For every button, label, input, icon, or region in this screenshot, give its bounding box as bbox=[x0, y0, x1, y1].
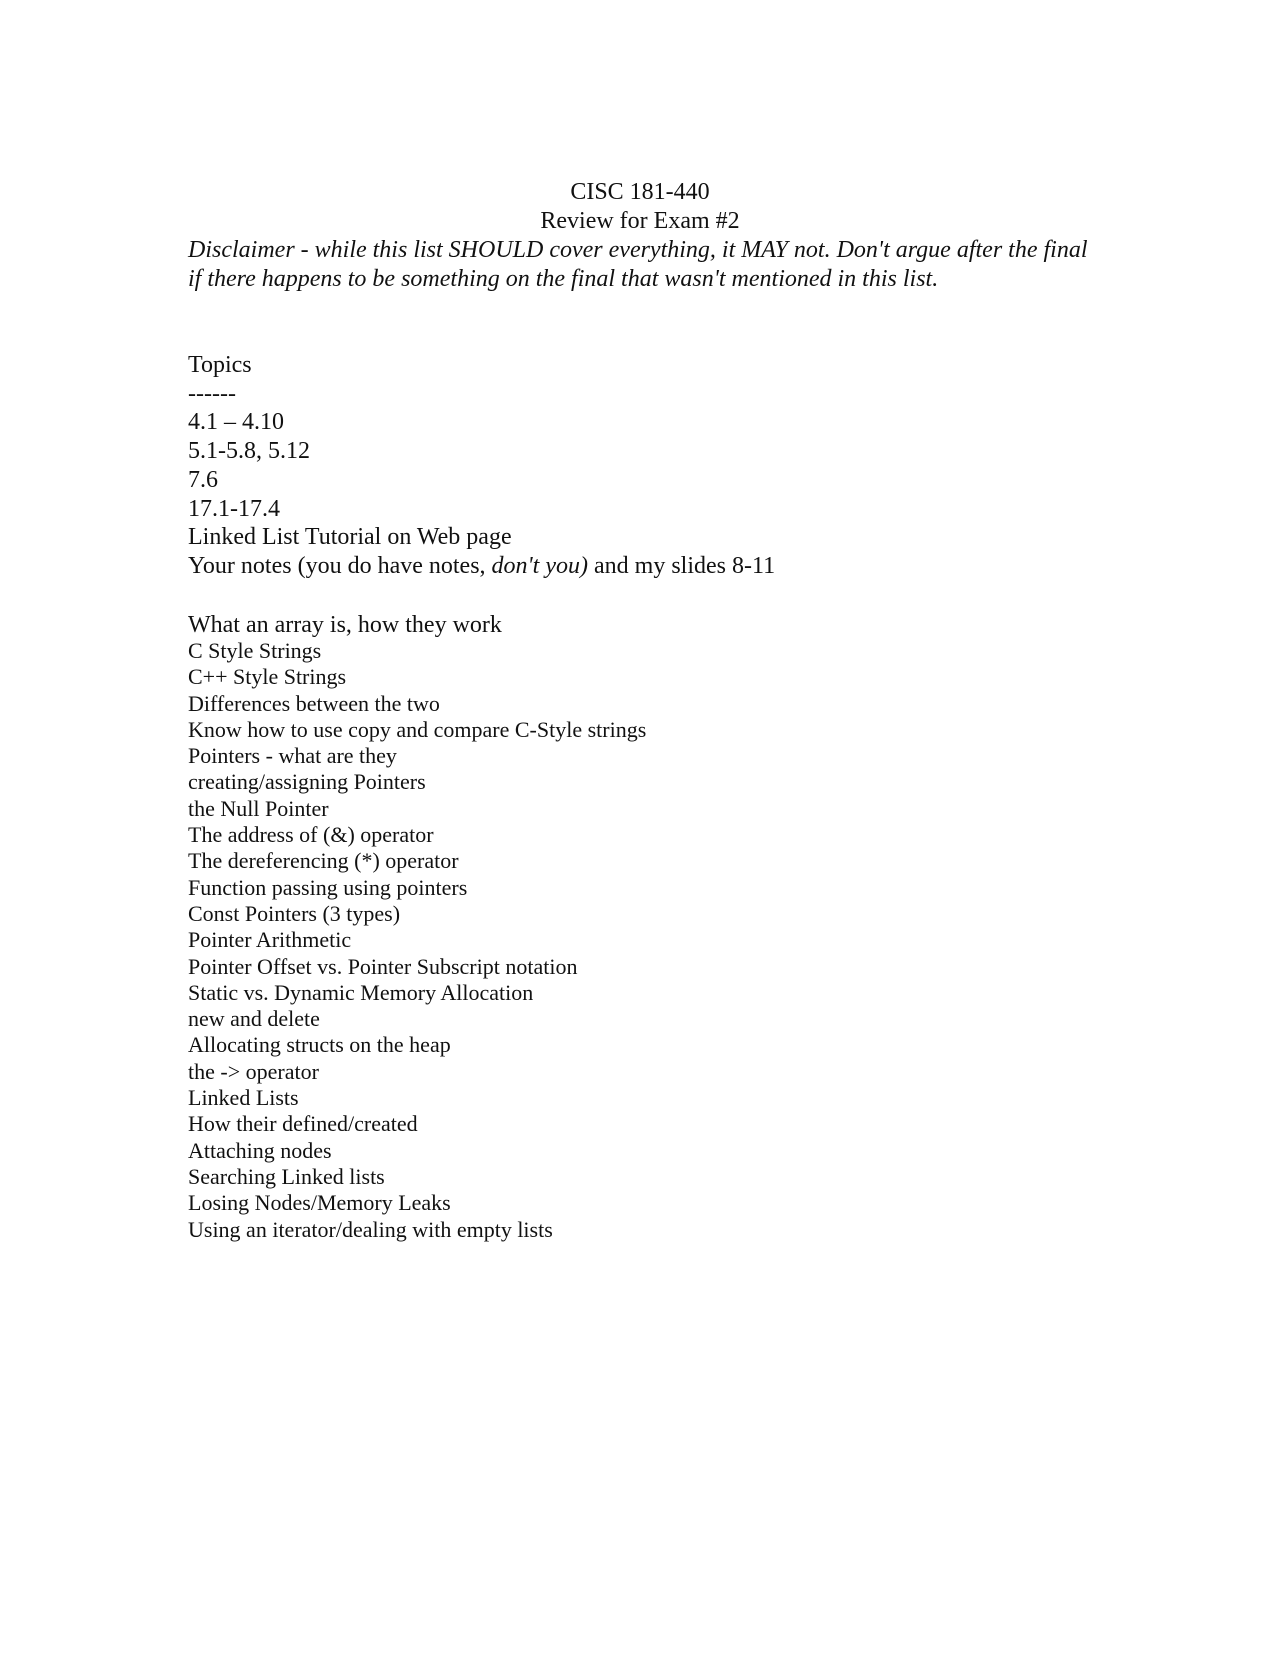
list-item: How their defined/created bbox=[188, 1111, 418, 1137]
topic-section: 7.6 bbox=[188, 466, 218, 493]
list-item: The dereferencing (*) operator bbox=[188, 848, 459, 874]
list-item: The address of (&) operator bbox=[188, 822, 434, 848]
document-header bbox=[188, 178, 1092, 294]
list-item: C++ Style Strings bbox=[188, 664, 347, 690]
list-item: Differences between the two bbox=[188, 690, 440, 716]
topics-heading: Topics bbox=[188, 352, 252, 378]
topic-section: 4.1 – 4.10 bbox=[188, 409, 284, 436]
list-item: creating/assigning Pointers bbox=[188, 769, 426, 795]
list-item: Searching Linked lists bbox=[188, 1163, 385, 1189]
topics-section bbox=[188, 351, 1092, 581]
topic-section: Linked List Tutorial on Web page bbox=[188, 524, 512, 551]
list-item: the Null Pointer bbox=[188, 795, 329, 821]
topic-section: 17.1-17.4 bbox=[188, 495, 280, 522]
list-item: Linked Lists bbox=[188, 1085, 299, 1111]
list-item: Losing Nodes/Memory Leaks bbox=[188, 1190, 451, 1216]
list-item: Allocating structs on the heap bbox=[188, 1032, 451, 1058]
list-item: Const Pointers (3 types) bbox=[188, 900, 401, 926]
course-title: CISC 181-440 bbox=[570, 179, 710, 205]
notes-line bbox=[188, 552, 1092, 581]
topic-section: 5.1-5.8, 5.12 bbox=[188, 438, 310, 465]
study-items-list bbox=[188, 638, 1092, 1243]
list-item: new and delete bbox=[188, 1006, 320, 1032]
list-item: Using an iterator/dealing with empty lists bbox=[188, 1216, 553, 1242]
list-item: Pointer Arithmetic bbox=[188, 927, 352, 953]
list-item: Attaching nodes bbox=[188, 1137, 332, 1163]
list-item: C Style Strings bbox=[188, 638, 322, 663]
list-item: Function passing using pointers bbox=[188, 874, 468, 900]
list-item: Pointers - what are they bbox=[188, 743, 397, 769]
exam-title: Review for Exam #2 bbox=[540, 208, 740, 234]
notes-italic: don't you) bbox=[491, 552, 588, 579]
notes-suffix: and my slides 8-11 bbox=[588, 552, 776, 579]
list-item: Static vs. Dynamic Memory Allocation bbox=[188, 979, 534, 1005]
list-item: the -> operator bbox=[188, 1058, 319, 1084]
list-item: Pointer Offset vs. Pointer Subscript notation bbox=[188, 953, 578, 979]
array-heading: What an array is, how they work bbox=[188, 612, 502, 638]
notes-prefix: Your notes (you do have notes, bbox=[188, 552, 492, 579]
list-item: Know how to use copy and compare C-Style strings bbox=[188, 716, 647, 742]
disclaimer-text: Disclaimer - while this list SHOULD cover everything, it MAY not. Don't argue after the final if there happens to be something on the final that wasn't mentioned in this list. bbox=[188, 237, 1088, 292]
topics-rule: ------ bbox=[188, 380, 236, 407]
